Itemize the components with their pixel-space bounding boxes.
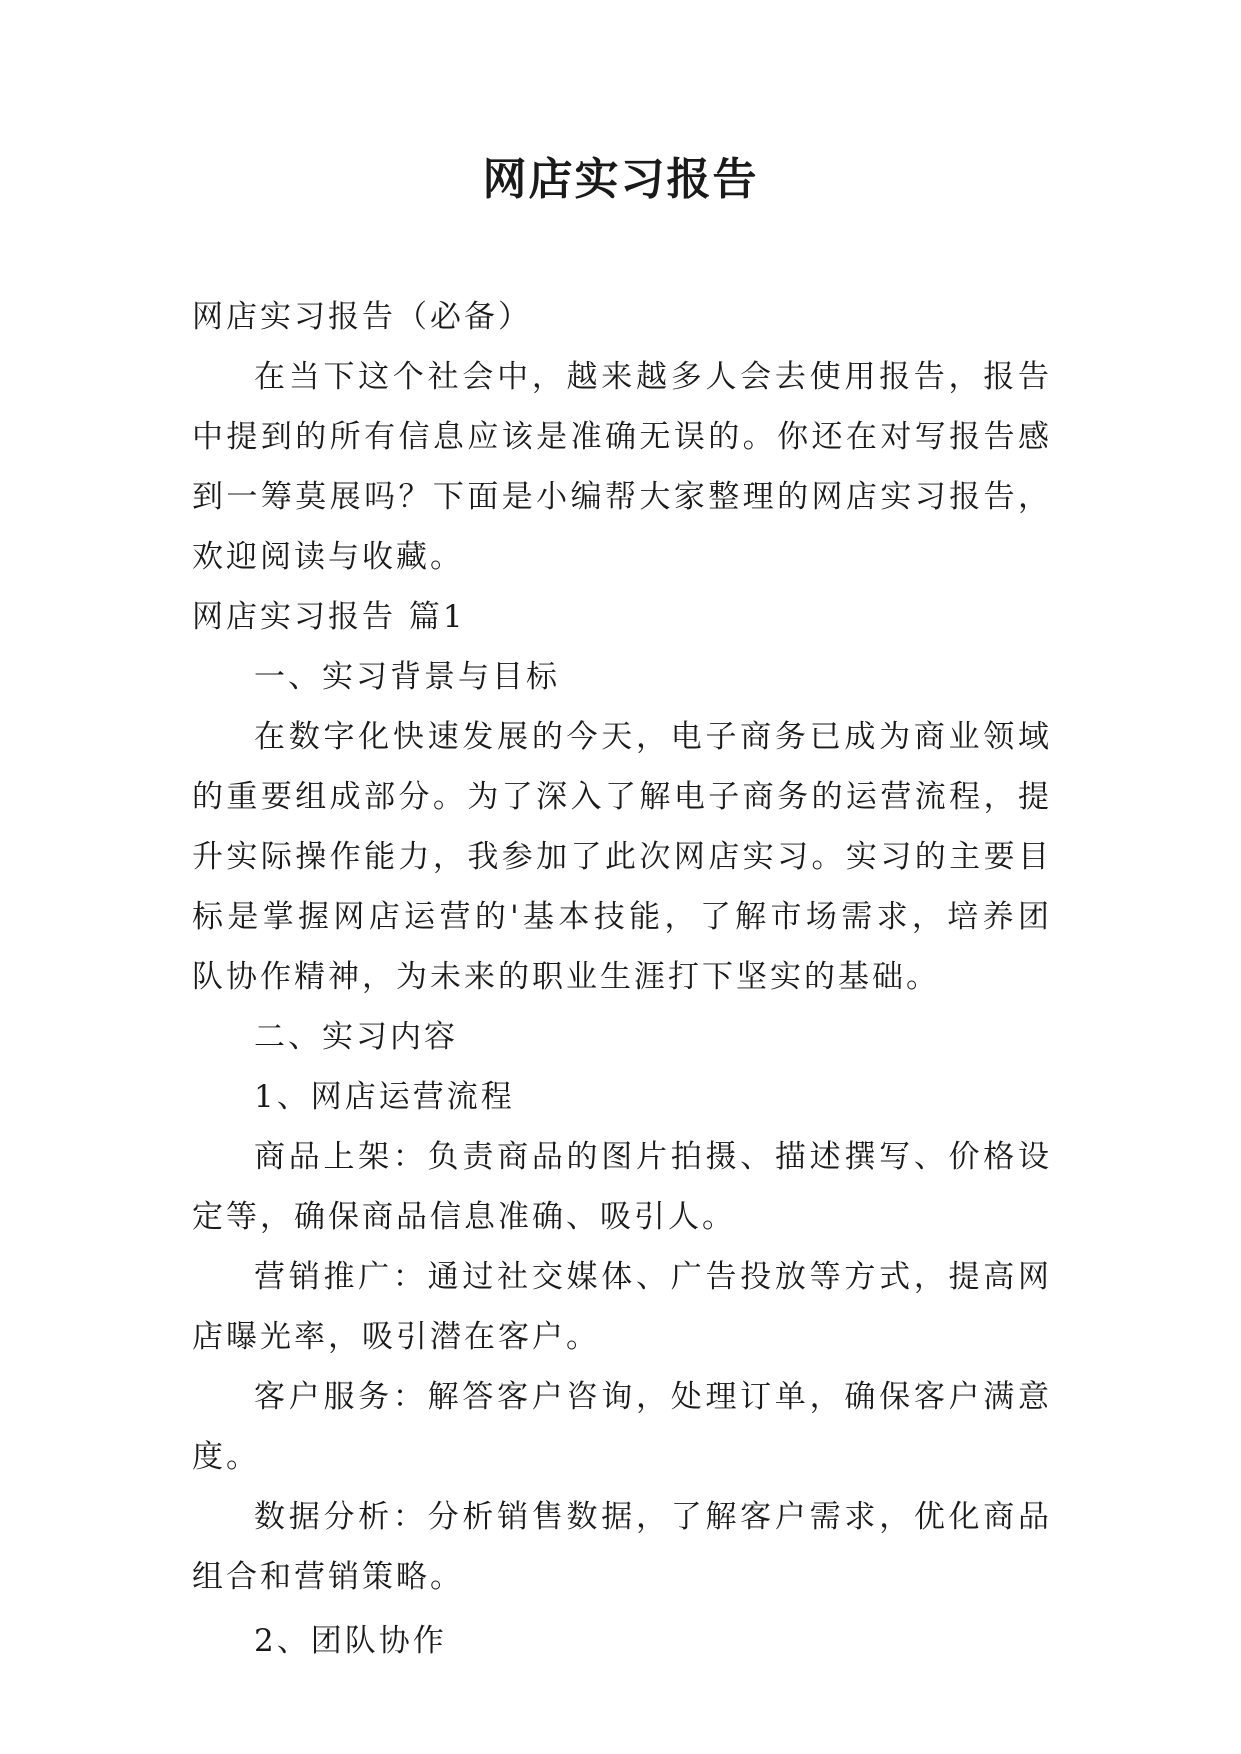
intro-paragraph: 在当下这个社会中，越来越多人会去使用报告，报告中提到的所有信息应该是准确无误的。你还在对写报告感到一筹莫展吗？下面是小编帮大家整理的网店实习报告，欢迎阅读与收藏。 <box>192 359 1052 575</box>
body-paragraph: 在数字化快速发展的今天，电子商务已成为商业领域的重要组成部分。为了深入了解电子商务的运营流程，提升实际操作能力，我参加了此次网店实习。实习的主要目标是掌握网店运营的'基本技能，了解市场需求，培养团队协作精神，为未来的职业生涯打下坚实的基础。 <box>192 719 1052 995</box>
document-body <box>192 287 1052 1671</box>
subsection-heading: 一、实习背景与目标 <box>254 659 560 695</box>
document-title: 网店实习报告 <box>482 154 759 205</box>
section-heading: 网店实习报告 篇1 <box>192 599 466 635</box>
subtitle-paragraph: 网店实习报告（必备） <box>192 299 532 335</box>
list-heading: 2、团队协作 <box>254 1623 447 1659</box>
body-paragraph: 数据分析：分析销售数据，了解客户需求，优化商品组合和营销策略。 <box>192 1499 1052 1595</box>
body-paragraph: 商品上架：负责商品的图片拍摄、描述撰写、价格设定等，确保商品信息准确、吸引人。 <box>192 1139 1052 1235</box>
list-heading: 1、网店运营流程 <box>254 1079 515 1115</box>
subsection-heading: 二、实习内容 <box>254 1019 458 1055</box>
body-paragraph: 客户服务：解答客户咨询，处理订单，确保客户满意度。 <box>192 1379 1052 1475</box>
body-paragraph: 营销推广：通过社交媒体、广告投放等方式，提高网店曝光率，吸引潜在客户。 <box>192 1259 1052 1355</box>
